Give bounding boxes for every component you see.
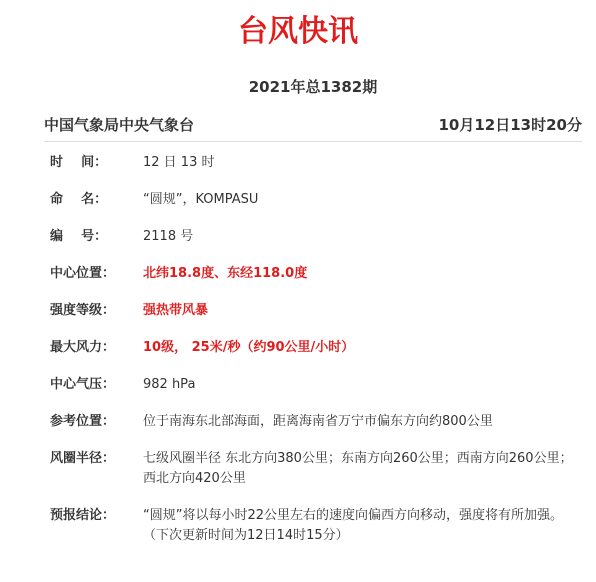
field-label-wind-radius: 风圈半径：	[50, 451, 116, 466]
field-value-max-wind: 10级， 25米/秒（约90公里/小时）	[143, 340, 355, 355]
issuer-name: 中国气象局中央气象台	[44, 116, 195, 134]
field-value-intensity: 强热带风暴	[143, 303, 209, 318]
issue-time: 10月12日13时20分	[438, 116, 582, 134]
field-label-time: 时 间：	[50, 155, 108, 170]
field-value-name: “圆规”，KOMPASU	[143, 192, 259, 207]
forecast-text: “圆规”将以每小时22公里左右的速度向偏西方向移动，强度将有所加强。	[143, 508, 564, 523]
header-divider	[44, 141, 582, 142]
field-value-time: 12 日 13 时	[143, 155, 215, 170]
field-value-forecast	[143, 506, 573, 546]
field-label-forecast: 预报结论：	[50, 508, 116, 523]
page-title: 台风快讯	[238, 14, 358, 49]
field-label-max-wind: 最大风力：	[50, 340, 116, 355]
field-value-number: 2118 号	[143, 229, 194, 244]
field-value-center-position: 北纬18.8度、东经118.0度	[143, 266, 308, 281]
field-label-center-pressure: 中心气压：	[50, 377, 116, 392]
field-label-center-position: 中心位置：	[50, 266, 116, 281]
field-label-number: 编 号：	[50, 229, 108, 244]
field-label-name: 命 名：	[50, 192, 108, 207]
field-label-intensity: 强度等级：	[50, 303, 116, 318]
field-value-center-pressure: 982 hPa	[143, 377, 196, 392]
field-value-reference-position: 位于南海东北部海面，距离海南省万宁市偏东方向约800公里	[143, 414, 493, 429]
next-update-note: （下次更新时间为12日14时15分）	[143, 528, 349, 543]
field-label-reference-position: 参考位置：	[50, 414, 116, 429]
field-value-wind-radius: 七级风圈半径 东北方向380公里；东南方向260公里；西南方向260公里；西北方向420公里	[143, 451, 573, 486]
bulletin-header	[44, 114, 582, 138]
issue-number: 2021年总1382期	[248, 78, 378, 96]
